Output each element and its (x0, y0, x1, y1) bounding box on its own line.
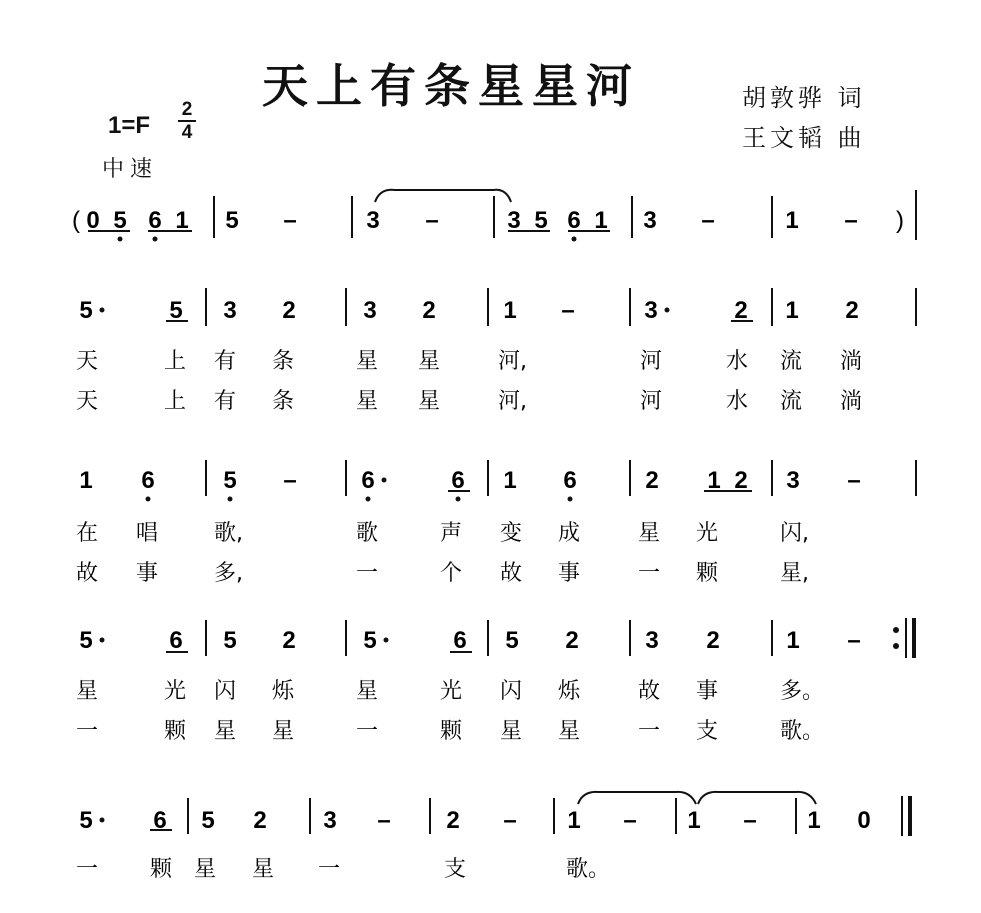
lyric-syllable: 事 (558, 561, 581, 586)
lyric-syllable: 烁 (272, 679, 295, 704)
low-octave-dot (146, 497, 151, 502)
lyric-syllable: 颗 (164, 719, 187, 744)
lyric-syllable: 一 (76, 857, 99, 882)
repeat-dot (893, 627, 899, 633)
intro-close-paren: ) (896, 207, 904, 234)
note: 1 (687, 807, 701, 834)
note: 6 (153, 807, 167, 834)
intro-row (86, 207, 857, 242)
lyric-syllable: 星 (418, 389, 441, 414)
repeat-dot (893, 643, 899, 649)
note: 3 (363, 297, 377, 324)
note: 5 (363, 627, 377, 654)
lyric-syllable: 光 (696, 521, 719, 546)
lyric-syllable: 一 (638, 719, 661, 744)
dash-note: – (847, 627, 861, 654)
note: 1 (807, 807, 821, 834)
lyric-syllable: 闪 (500, 679, 523, 704)
low-octave-dot (366, 497, 371, 502)
lyric-syllable: 天 (76, 349, 99, 374)
lyric-syllable: 颗 (696, 561, 719, 586)
lyric-syllable: 条 (272, 389, 295, 414)
score-line-2 (76, 467, 861, 586)
note: 5 (79, 297, 93, 324)
lyric-syllable: 星 (418, 349, 441, 374)
note: 6 (563, 467, 577, 494)
lyric-syllable: 支 (696, 719, 719, 744)
note: 5 (534, 207, 548, 234)
note: 3 (223, 297, 237, 324)
note: 1 (785, 297, 799, 324)
lyric-syllable: 事 (696, 679, 719, 704)
lyric-syllable: 唱 (136, 521, 159, 546)
lyric-syllable: 一 (638, 561, 661, 586)
low-octave-dot (456, 497, 461, 502)
tie (578, 792, 696, 804)
lyric-syllable: 颗 (440, 719, 463, 744)
composer-credit: 王文韬 曲 (742, 124, 866, 152)
note: 1 (503, 467, 517, 494)
augmentation-dot (100, 308, 105, 313)
note: 1 (567, 807, 581, 834)
lyric-syllable: 条 (272, 349, 295, 374)
note: 1 (785, 207, 799, 234)
note: 1 (503, 297, 517, 324)
note: 2 (645, 467, 659, 494)
note: 2 (446, 807, 460, 834)
lyric-syllable: 流 (780, 349, 803, 374)
lyric-syllable: 故 (638, 679, 661, 704)
low-octave-dot (572, 237, 577, 242)
note: 1 (79, 467, 93, 494)
low-octave-dot (118, 237, 123, 242)
tie (698, 792, 816, 804)
dash-note: – (503, 807, 517, 834)
lyric-syllable: 在 (76, 521, 99, 546)
note: 0 (857, 807, 871, 834)
note: 3 (643, 207, 657, 234)
lyric-syllable: 星 (638, 521, 661, 546)
lyric-syllable: 歌, (214, 521, 243, 546)
lyric-syllable: 河 (640, 389, 663, 414)
lyric-syllable: 歌 (356, 521, 379, 546)
augmentation-dot (384, 638, 389, 643)
song-title: 天上有条星星河 (262, 59, 640, 113)
lyric-syllable: 歌。 (780, 719, 825, 744)
dash-note: – (425, 207, 439, 234)
lyric-syllable: 水 (726, 389, 749, 414)
note: 1 (786, 627, 800, 654)
augmentation-dot (382, 478, 387, 483)
key-signature: 1=F (108, 112, 151, 139)
lyric-syllable: 成 (558, 521, 581, 546)
dash-note: – (377, 807, 391, 834)
low-octave-dot (228, 497, 233, 502)
note: 5 (505, 627, 519, 654)
lyric-syllable: 星 (356, 349, 379, 374)
lyric-syllable: 星 (500, 719, 523, 744)
lyric-syllable: 多, (214, 561, 243, 586)
lyric-syllable: 声 (440, 521, 463, 546)
lyric-syllable: 星 (558, 719, 581, 744)
augmentation-dot (100, 638, 105, 643)
note: 3 (644, 297, 658, 324)
score-line-1 (76, 297, 862, 414)
note: 2 (253, 807, 267, 834)
lyric-syllable: 上 (164, 349, 187, 374)
note: 2 (706, 627, 720, 654)
lyric-syllable: 变 (500, 521, 523, 546)
lyric-syllable: 上 (164, 389, 187, 414)
lyric-syllable: 闪 (214, 679, 237, 704)
dash-note: – (844, 207, 858, 234)
lyric-syllable: 事 (136, 561, 159, 586)
intro-open-paren: ( (72, 207, 80, 234)
lyric-syllable: 支 (444, 857, 467, 882)
lyric-syllable: 故 (76, 561, 99, 586)
lyric-syllable: 星, (780, 561, 809, 586)
note: 5 (79, 627, 93, 654)
note: 3 (786, 467, 800, 494)
dash-note: – (283, 467, 297, 494)
score-line-3 (76, 627, 861, 744)
note: 5 (223, 627, 237, 654)
lyric-syllable: 星 (356, 679, 379, 704)
lyric-syllable: 星 (194, 857, 217, 882)
note: 6 (451, 467, 465, 494)
lyric-syllable: 一 (76, 719, 99, 744)
note: 6 (148, 207, 162, 234)
note: 1 (707, 467, 721, 494)
lyric-syllable: 星 (356, 389, 379, 414)
lyric-syllable: 一 (356, 719, 379, 744)
dash-note: – (283, 207, 297, 234)
note: 5 (169, 297, 183, 324)
lyric-syllable: 星 (272, 719, 295, 744)
lyric-syllable: 星 (214, 719, 237, 744)
augmentation-dot (665, 308, 670, 313)
dash-note: – (701, 207, 715, 234)
note: 3 (323, 807, 337, 834)
lyric-syllable: 闪, (780, 521, 809, 546)
lyric-syllable: 光 (164, 679, 187, 704)
tempo-marking: 中速 (102, 157, 159, 182)
note: 6 (453, 627, 467, 654)
lyric-syllable: 多。 (780, 679, 825, 704)
lyric-syllable: 光 (440, 679, 463, 704)
note: 2 (282, 297, 296, 324)
lyric-syllable: 有 (214, 389, 237, 414)
lyric-syllable: 星 (252, 857, 275, 882)
lyric-syllable: 水 (726, 349, 749, 374)
lyric-syllable: 星 (76, 679, 99, 704)
lyric-syllable: 流 (780, 389, 803, 414)
lyric-syllable: 一 (356, 561, 379, 586)
note: 5 (79, 807, 93, 834)
note: 5 (223, 467, 237, 494)
lyric-syllable: 有 (214, 349, 237, 374)
augmentation-dot (100, 818, 105, 823)
lyric-syllable: 故 (500, 561, 523, 586)
low-octave-dot (153, 237, 158, 242)
note: 2 (282, 627, 296, 654)
dash-note: – (623, 807, 637, 834)
note: 0 (86, 207, 100, 234)
note: 5 (201, 807, 215, 834)
dash-note: – (847, 467, 861, 494)
time-signature-numerator: 2 (181, 99, 193, 120)
lyric-syllable: 一 (318, 857, 341, 882)
lyric-syllable: 河 (640, 349, 663, 374)
note: 2 (422, 297, 436, 324)
note: 6 (141, 467, 155, 494)
tie (375, 190, 511, 202)
lyric-syllable: 个 (440, 561, 463, 586)
lyricist-credit: 胡敦骅 词 (742, 84, 866, 112)
note: 6 (567, 207, 581, 234)
note: 1 (175, 207, 189, 234)
note: 2 (565, 627, 579, 654)
note: 2 (845, 297, 859, 324)
lyric-syllable: 天 (76, 389, 99, 414)
lyric-syllable: 颗 (150, 857, 173, 882)
dash-note: – (743, 807, 757, 834)
note: 3 (507, 207, 521, 234)
note: 6 (169, 627, 183, 654)
note: 1 (594, 207, 608, 234)
note: 5 (225, 207, 239, 234)
note: 6 (361, 467, 375, 494)
note: 2 (734, 467, 748, 494)
lyric-syllable: 淌 (840, 389, 863, 414)
lyric-syllable: 河, (498, 389, 527, 414)
score-line-4 (76, 807, 871, 882)
lyric-syllable: 歌。 (566, 857, 611, 882)
dash-note: – (561, 297, 575, 324)
lyric-syllable: 淌 (840, 349, 863, 374)
note: 3 (366, 207, 380, 234)
lyric-syllable: 烁 (558, 679, 581, 704)
note: 3 (645, 627, 659, 654)
note: 5 (113, 207, 127, 234)
note: 2 (734, 297, 748, 324)
lyric-syllable: 河, (498, 349, 527, 374)
low-octave-dot (568, 497, 573, 502)
time-signature-denominator: 4 (181, 122, 193, 143)
